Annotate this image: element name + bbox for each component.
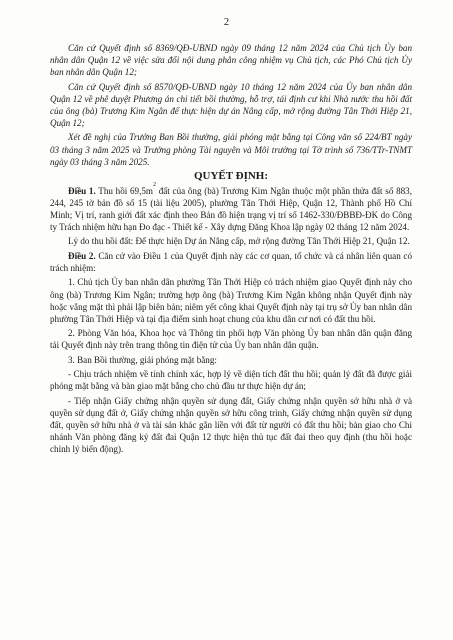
article-2-label: Điều 2. [68,250,96,261]
page-number: 2 [223,17,230,28]
preamble-paragraph: Xét đề nghị của Trưởng Ban Bồi thường, giải phóng mặt bằng tại Công văn số 224/BT ngày 03 tháng 3 năm 2025 và Trưởng phòng Tài nguyên và Môi trường tại Tờ trình số 736/TTr-TNMT ngày 03 tháng 3 năm 2025. [50,132,412,167]
article-1 [50,181,413,233]
list-item: - Chịu trách nhiệm về tính chính xác, hợp lý về diện tích đất thu hồi; quản lý đất đã được giải phóng mặt bằng và bàn giao mặt bằng cho chủ đầu tư thực hiện dự án; [50,369,412,392]
article-2 [50,250,412,274]
preamble-paragraph: Căn cứ Quyết định số 8369/QĐ-UBND ngày 09 tháng 12 năm 2024 của Chủ tịch Ủy ban nhân dân Quận 12 về việc sửa đổi nội dung phân công nhiệm vụ Chủ tịch, các Phó Chủ tịch Ủy ban nhân dân Quận 12; [50,43,412,78]
recovery-reason: Lý do thu hồi đất: Để thực hiện Dự án Nâng cấp, mở rộng đường Tân Thới Hiệp 21, Quận 12. [68,236,410,247]
preamble [50,42,412,168]
preamble-paragraph: Căn cứ Quyết định số 8570/QĐ-UBND ngày 10 tháng 12 năm 2024 của Ủy ban nhân dân Quận 12 về phê duyệt Phương án chi tiết bồi thường, hỗ trợ, tái định cư khi Nhà nước thu hồi đất của ông (bà) Trương Kim Ngân để thực hiện dự án Nâng cấp, mở rộng đường Tân Thới Hiệp 21, Quận 12; [50,81,412,128]
list-item: 2. Phòng Văn hóa, Khoa học và Thông tin phối hợp Văn phòng Ủy ban nhân dân quận đăng tải Quyết định này trên trang thông tin điện tử của Ủy ban nhân dân quận. [50,328,412,351]
list-item: 3. Ban Bồi thường, giải phóng mặt bằng: [68,354,217,365]
list-item: 1. Chủ tịch Ủy ban nhân dân phường Tân Thới Hiệp có trách nhiệm giao Quyết định này cho ông (bà) Trương Kim Ngân; trường hợp ông (bà) Trương Kim Ngân không nhận Quyết định này hoặc vắng mặt thì phải lập biên bản; niêm yết công khai Quyết định này tại trụ sở Ủy ban nhân dân phường Tân Thới Hiệp và tại địa điểm sinh hoạt chung của khu dân cư nơi có đất thu hồi. [50,277,412,324]
article-1-label: Điều 1. [68,185,96,196]
superscript: 2 [152,181,156,188]
document-body [50,42,412,458]
decision-heading: QUYẾT ĐỊNH: [193,170,269,183]
article-1-text-b: đất của ông (bà) Trương Kim Ngân thuộc một phần thửa đất số 883, 244, 245 tờ bản đồ số 15 (tài liệu 2005), phường Tân Thới Hiệp, Quận 12, Thành phố Hồ Chí Minh; Vị trí, ranh giới đất xác định theo Bản đồ hiện trạng vị trí số 1462-330/ĐBBĐ-ĐK do Công ty Trách nhiệm hữu hạn Đo đạc - Thiết kế - Xây dựng Đăng Khoa lập ngày 02 tháng 12 năm 2024. [50,185,413,232]
article-1-text-a: Thu hồi 69,5m [95,185,153,196]
article-2-text: Căn cứ vào Điều 1 của Quyết định này các cơ quan, tổ chức và cá nhân liên quan có trách nhiệm: [50,250,412,273]
list-item: - Tiếp nhận Giấy chứng nhận quyền sử dụng đất, Giấy chứng nhận quyền sở hữu nhà ở và quyền sử dụng đất ở, Giấy chứng nhận quyền sở hữu công trình, Giấy chứng nhận quyền sử dụng đất, quyền sở hữu nhà ở và tài sản khác gắn liền với đất từ người có đất thu hồi; bàn giao cho Chi nhánh Văn phòng đăng ký đất đai Quận 12 thực hiện thủ tục đất đai theo quy định (thu hồi hoặc chỉnh lý biến động). [50,395,412,455]
